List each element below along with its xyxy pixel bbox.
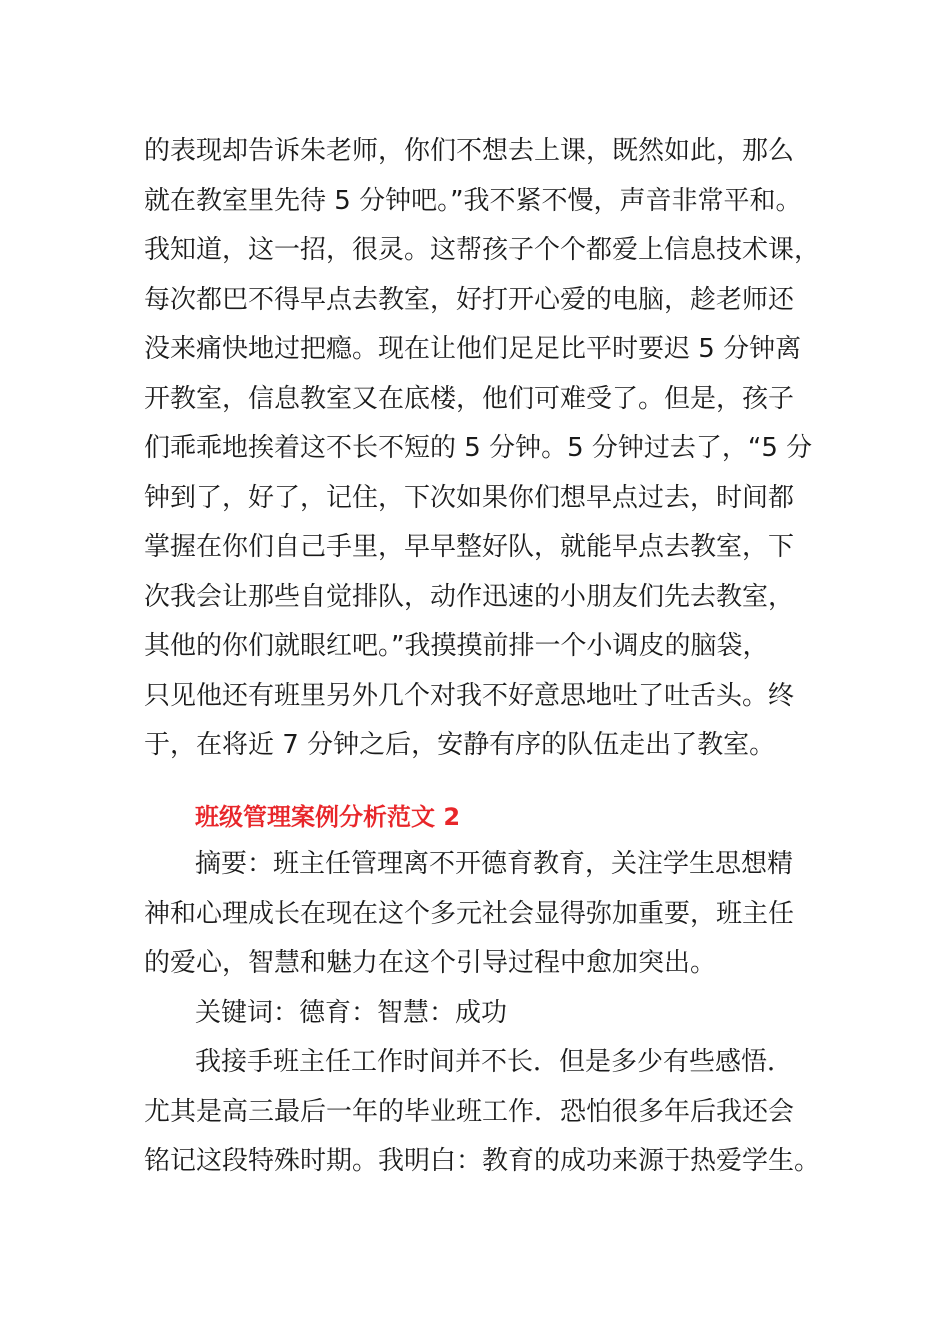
paragraph-line: 我知道，这一招，很灵。这帮孩子个个都爱上信息技术课， — [144, 235, 821, 265]
paragraph-line: 钟到了，好了，记住，下次如果你们想早点过去，时间都 — [144, 482, 795, 513]
paragraph-line: 于，在将近 7 分钟之后，安静有序的队伍走出了教室。 — [144, 730, 776, 760]
body-line: 尤其是高三最后一年的毕业班工作．恐怕很多年后我还会 — [144, 1096, 795, 1127]
paragraph-line: 开教室，信息教室又在底楼，他们可难受了。但是，孩子 — [144, 383, 795, 414]
body-line: 铭记这段特殊时期。我明白：教育的成功来源于热爱学生。 — [144, 1146, 821, 1176]
paragraph-line: 其他的你们就眼红吧。”我摸摸前排一个小调皮的脑袋， — [144, 631, 769, 661]
paragraph-line: 们乖乖地挨着这不长不短的 5 分钟。5 分钟过去了，“5 分 — [144, 433, 813, 463]
abstract-line: 摘要：班主任管理离不开德育教育，关注学生思想精 — [195, 849, 794, 879]
paragraph-line: 的表现却告诉朱老师，你们不想去上课，既然如此，那么 — [144, 136, 795, 166]
essay-body — [144, 840, 821, 1187]
section-heading: 班级管理案例分析范文 2 — [195, 803, 461, 831]
paragraph-line: 只见他还有班里另外几个对我不好意思地吐了吐舌头。终 — [144, 680, 795, 711]
body-line: 我接手班主任工作时间并不长．但是多少有些感悟． — [195, 1047, 794, 1077]
paragraph-line: 没来痛快地过把瘾。现在让他们足足比平时要迟 5 分钟离 — [144, 334, 802, 364]
abstract-line: 神和心理成长在现在这个多元社会显得弥加重要，班主任 — [144, 898, 795, 929]
paragraph-line: 掌握在你们自己手里，早早整好队，就能早点去教室，下 — [144, 532, 795, 562]
abstract-line: 的爱心，智慧和魅力在这个引导过程中愈加突出。 — [144, 948, 717, 978]
paragraph-line: 就在教室里先待 5 分钟吧。”我不紧不慢，声音非常平和。 — [144, 185, 802, 216]
paragraph-line: 次我会让那些自觉排队，动作迅速的小朋友们先去教室， — [144, 581, 795, 612]
paragraph-line: 每次都巴不得早点去教室，好打开心爱的电脑，趁老师还 — [144, 284, 795, 315]
story-paragraph — [144, 127, 821, 771]
keywords-line: 关键词：德育：智慧：成功 — [195, 997, 508, 1028]
